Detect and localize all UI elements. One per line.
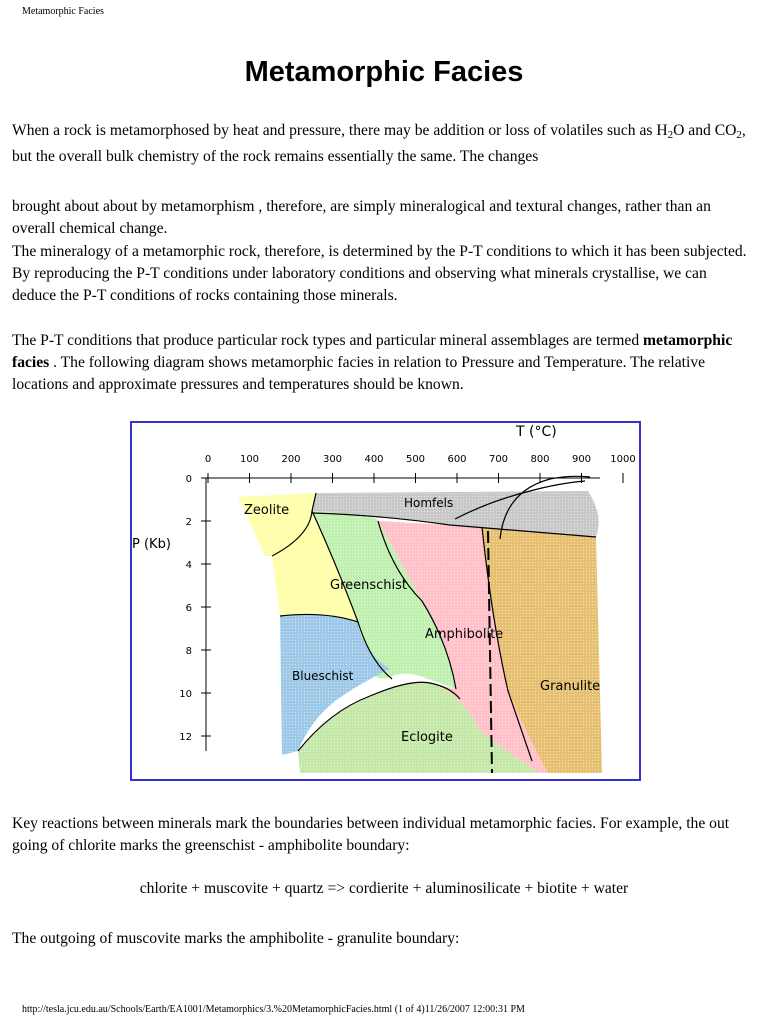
paragraph-changes: brought about about by metamorphism , therefore, are simply mineralogical and textural changes, rather than an overall chemical change. (12, 198, 711, 237)
temperature-tick-label: 0 (204, 454, 212, 465)
granulite-label: Granulite (540, 679, 601, 694)
facies-diagram (130, 421, 641, 781)
temperature-axis-title: T (°C) (516, 424, 557, 440)
temperature-tick-label: 900 (571, 454, 592, 465)
temperature-tick-label: 800 (530, 454, 550, 465)
reaction-equation: chlorite + muscovite + quartz => cordierite + aluminosilicate + biotite + water (139, 880, 629, 897)
zeolite-label: Zeolite (244, 503, 290, 518)
temperature-tick-label: 700 (488, 454, 509, 465)
temperature-tick-label: 400 (364, 454, 384, 465)
pressure-tick-label: 12 (179, 732, 192, 743)
pressure-tick-label: 2 (185, 517, 192, 528)
pressure-tick-label: 4 (185, 560, 192, 571)
temperature-tick-label: 600 (447, 454, 467, 465)
pressure-tick-label: 6 (185, 603, 192, 614)
pressure-axis-title: P (Kb) (132, 537, 171, 552)
page-footer-url: http://tesla.jcu.edu.au/Schools/Earth/EA1001/Metamorphics/3.%20MetamorphicFacies.html (1 of 4)11/26/2007 12:00:31 PM (22, 1004, 525, 1015)
paragraph-mineralogy: The mineralogy of a metamorphic rock, therefore, is determined by the P-T conditions to which it has been subjected. By reproducing the P-T conditions under laboratory conditions and observing what minerals crystallise, we can deduce the P-T conditions of rocks containing those minerals. (12, 243, 747, 304)
paragraph-facies: The P-T conditions that produce particular rock types and particular mineral assemblages are termed metamorphic facies . The following diagram shows metamorphic facies in relation to Pressure and Temperature. The relative locations and approximate pressures and temperatures should be known. (12, 332, 733, 393)
hornfels-label: Homfels (404, 496, 454, 510)
facies-diagram-svg (130, 421, 641, 781)
eclogite-label: Eclogite (401, 730, 453, 745)
blueschist-label: Blueschist (292, 669, 354, 683)
pressure-tick-label: 8 (185, 646, 192, 657)
temperature-tick-label: 200 (281, 454, 301, 465)
pressure-tick-label: 0 (185, 474, 192, 485)
temperature-tick-label: 500 (405, 454, 426, 465)
greenschist-label: Greenschist (330, 578, 408, 593)
paragraph-muscovite: The outgoing of muscovite marks the amphibolite - granulite boundary: (12, 930, 460, 947)
amphibolite-label: Amphibolite (425, 627, 504, 642)
temperature-tick-label: 300 (322, 454, 343, 465)
term-metamorphic-facies: metamorphic facies (12, 332, 733, 371)
paragraph-key-reactions: Key reactions between minerals mark the boundaries between individual metamorphic facies. For example, the out going of chlorite marks the greenschist - amphibolite boundary: (12, 815, 730, 854)
running-head: Metamorphic Facies (22, 6, 104, 17)
page-title: Metamorphic Facies (244, 56, 524, 88)
pressure-tick-label: 10 (179, 689, 192, 700)
temperature-tick-label: 1000 (610, 454, 636, 465)
temperature-tick-label: 100 (239, 454, 260, 465)
paragraph-intro: When a rock is metamorphosed by heat and pressure, there may be addition or loss of volatiles such as $H_2O$ and $CO_2$, but the overall bulk chemistry of the rock remains essentially the same. The changes (12, 122, 746, 165)
